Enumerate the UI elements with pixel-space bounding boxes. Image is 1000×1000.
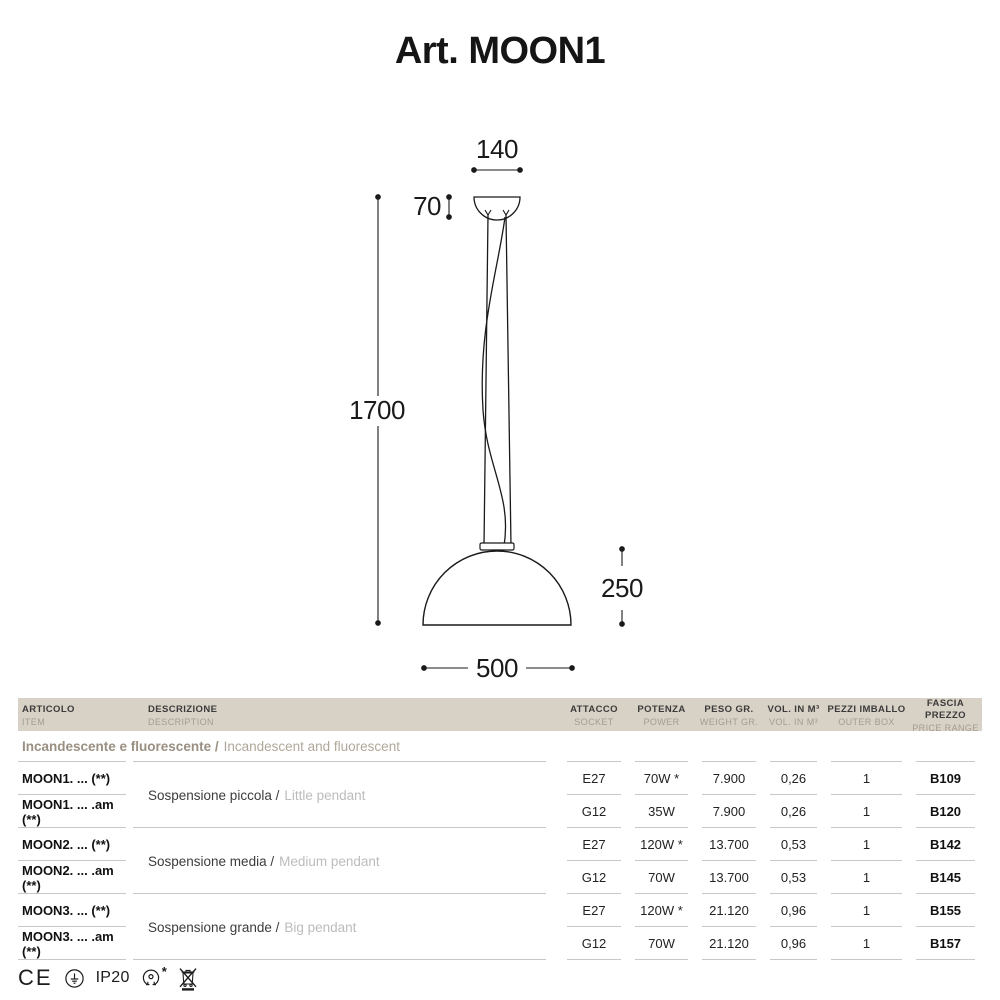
cell-volume: 0,53 [763,828,824,861]
col-header-peso: PESO GR. WEIGHT GR. [699,704,759,727]
table-row-item: MOON2. ... .am (**) [18,861,130,894]
cell-weight: 7.900 [695,795,763,828]
certification-marks [18,961,198,995]
ceiling-canopy-shape [474,197,520,220]
col-header-potenza: POTENZA POWER [637,704,686,727]
cell-power: 120W * [628,894,695,927]
cell-pieces: 1 [824,861,909,894]
ip-rating-label: IP20 [95,969,130,986]
class1-earth-icon [64,968,85,989]
cell-volume: 0,26 [763,795,824,828]
dim-label-total-height: 1700 [349,395,405,425]
cell-socket: E27 [560,894,628,927]
cell-pieces: 1 [824,927,909,960]
cell-volume: 0,53 [763,861,824,894]
col-header-fascia: FASCIA PREZZO PRICE RANGE [912,698,979,733]
section-heading: Incandescente e fluorescente / Incandescent and fluorescent [22,738,400,754]
table-group-moon3 [18,894,982,960]
luminaire-symbol-with-note [141,964,167,988]
table-header-row [18,698,982,731]
cell-price: B120 [909,795,982,828]
dim-label-shade-height: 250 [601,573,643,603]
row-description: Sospensione grande / Big pendant [130,894,560,960]
table-group-moon2 [18,828,982,894]
asterisk-note: * [161,964,167,979]
cell-socket: G12 [560,861,628,894]
table-group-moon1 [18,762,982,828]
cell-price: B155 [909,894,982,927]
cell-price: B145 [909,861,982,894]
page-title: Art. MOON1 [394,30,606,72]
cell-volume: 0,96 [763,927,824,960]
cell-weight: 7.900 [695,762,763,795]
table-row-item: MOON2. ... (**) [18,828,130,861]
col-header-pezzi: PEZZI IMBALLO OUTER BOX [827,704,906,727]
cell-weight: 13.700 [695,861,763,894]
col-header-descrizione: DESCRIZIONE DESCRIPTION [148,704,218,727]
cell-socket: G12 [560,795,628,828]
cell-weight: 21.120 [695,894,763,927]
dim-label-canopy-height: 70 [413,191,441,221]
table-row-item: MOON1. ... .am (**) [18,795,130,828]
col-header-volume: VOL. IN M³ VOL. IN M³ [767,704,820,727]
cell-weight: 13.700 [695,828,763,861]
cell-power: 35W [628,795,695,828]
cell-weight: 21.120 [695,927,763,960]
cell-socket: E27 [560,828,628,861]
cell-volume: 0,26 [763,762,824,795]
suspension-cables [482,215,511,546]
col-header-attacco: ATTACCO SOCKET [570,704,618,727]
table-row-item: MOON3. ... .am (**) [18,927,130,960]
weee-crossed-bin-icon [178,966,198,991]
table-row-item: MOON3. ... (**) [18,894,130,927]
cell-pieces: 1 [824,828,909,861]
cell-power: 120W * [628,828,695,861]
luminaire-symbol-icon [141,968,161,988]
cell-socket: E27 [560,762,628,795]
cell-pieces: 1 [824,795,909,828]
cell-power: 70W [628,927,695,960]
dim-label-canopy-width: 140 [476,134,518,164]
dim-label-shade-width: 500 [476,653,518,683]
col-header-articolo: ARTICOLO ITEM [22,704,75,727]
cell-socket: G12 [560,927,628,960]
cell-pieces: 1 [824,894,909,927]
cell-power: 70W [628,861,695,894]
row-description: Sospensione piccola / Little pendant [130,762,560,828]
cell-price: B157 [909,927,982,960]
row-description: Sospensione media / Medium pendant [130,828,560,894]
cell-price: B109 [909,762,982,795]
cell-power: 70W * [628,762,695,795]
table-row-item: MOON1. ... (**) [18,762,130,795]
dome-shade-shape [423,551,571,625]
cell-price: B142 [909,828,982,861]
cell-pieces: 1 [824,762,909,795]
spec-table [18,698,982,960]
cell-volume: 0,96 [763,894,824,927]
ce-mark-icon: CE [18,965,53,990]
